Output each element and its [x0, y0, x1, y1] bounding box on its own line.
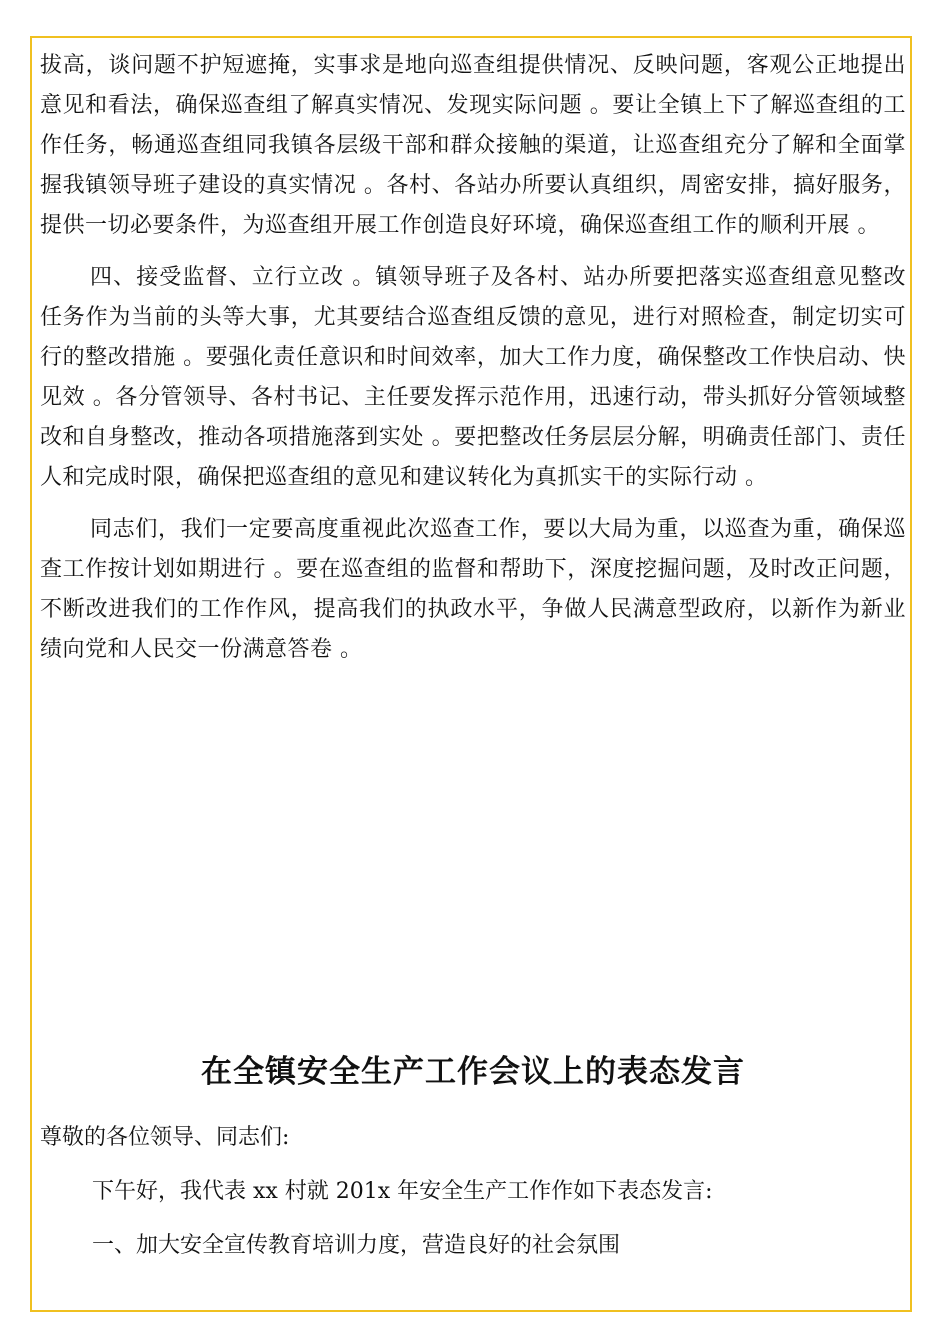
- paragraph-closing: 同志们，我们一定要高度重视此次巡查工作，要以大局为重，以巡查为重，确保巡查工作按计划如期进行 。要在巡查组的监督和帮助下，深度挖掘问题，及时改正问题，不断改进我们的工作作风，提高我们的执政水平，争做人民满意型政府，以新作为新业绩向党和人民交一份满意答卷 。: [40, 517, 906, 662]
- opening-line: 下午好，我代表 xx 村就 201x 年安全生产工作作如下表态发言:: [92, 1179, 713, 1204]
- paragraph-section-four: 四、接受监督、立行立改 。镇领导班子及各村、站办所要把落实巡查组意见整改任务作为当前的头等大事，尤其要结合巡查组反馈的意见，进行对照检查，制定切实可行的整改措施 。要强化责任意识和时间效率，加大工作力度，确保整改工作快启动、快见效 。各分管领导、各村书记、主任要发挥示范作用，迅速行动，带头抓好分管领域整改和自身整改，推动各项措施落到实处 。要把整改任务层层分解，明确责任部门、责任人和完成时限，确保把巡查组的意见和建议转化为真抓实干的实际行动 。: [40, 265, 906, 490]
- document-body: [40, 46, 906, 670]
- salutation: 尊敬的各位领导、同志们:: [40, 1125, 290, 1150]
- section-heading-one: 一、加大安全宣传教育培训力度，营造良好的社会氛围: [92, 1233, 621, 1258]
- paragraph-continuation: 拔高，谈问题不护短遮掩，实事求是地向巡查组提供情况、反映问题，客观公正地提出意见和看法，确保巡查组了解真实情况、发现实际问题 。要让全镇上下了解巡查组的工作任务，畅通巡查组同我镇各层级干部和群众接触的渠道，让巡查组充分了解和全面掌握我镇领导班子建设的真实情况 。各村、各站办所要认真组织，周密安排，搞好服务，提供一切必要条件，为巡查组开展工作创造良好环境，确保巡查组工作的顺利开展 。: [40, 53, 906, 238]
- speech-title: 在全镇安全生产工作会议上的表态发言: [201, 1054, 745, 1090]
- speech-body: [40, 1116, 906, 1278]
